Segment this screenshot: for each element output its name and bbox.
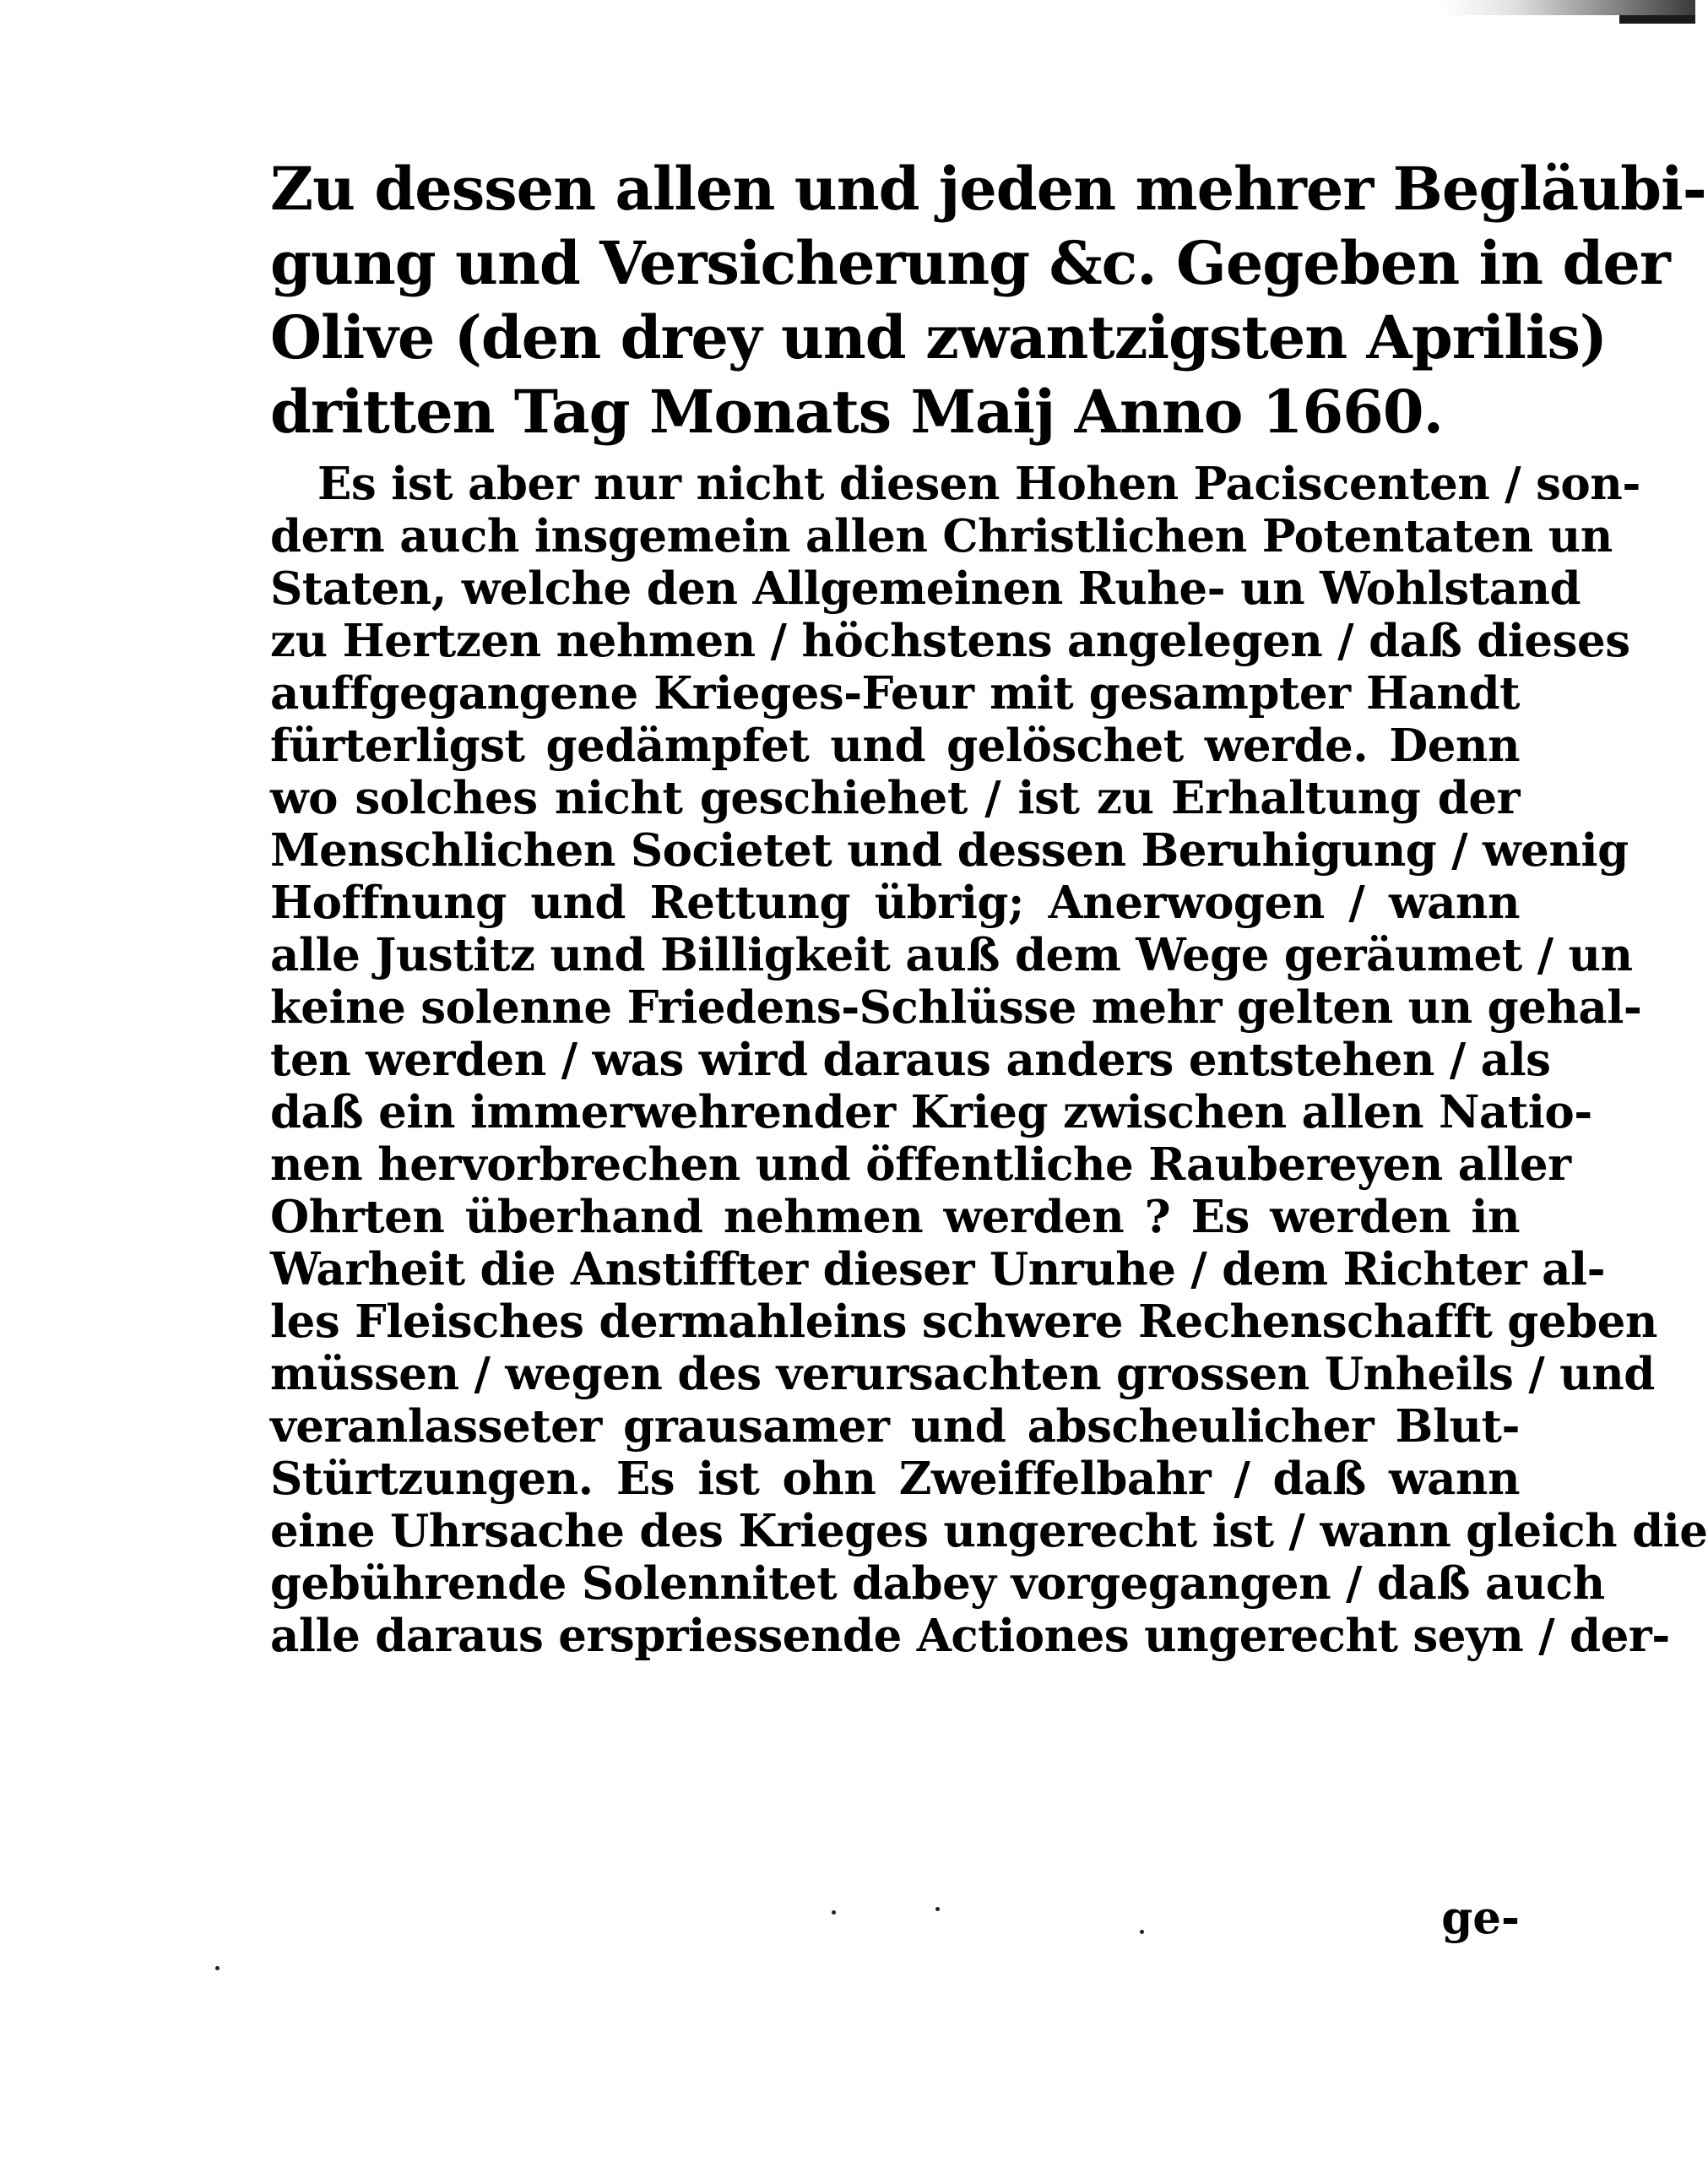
heading-line: dritten Tag Monats Maij Anno 1660. [270, 377, 1443, 447]
body-line: daß ein immerwehrender Krieg zwischen allen Natio- [270, 1086, 1592, 1138]
body-line: alle Justitz und Billigkeit auß dem Wege geräumet / un [270, 929, 1633, 981]
body-line: Es ist aber nur nicht diesen Hohen Paciscenten / son- [317, 458, 1640, 510]
heading-line: Zu dessen allen und jeden mehrer Begläubi- [270, 154, 1706, 224]
print-speck [1140, 1930, 1144, 1934]
print-speck [215, 1966, 220, 1970]
scan-edge-mark [1442, 0, 1695, 15]
body-line: Stürtzungen. Es ist ohn Zweiffelbahr / daß wann [270, 1453, 1520, 1505]
body-line: eine Uhrsache des Krieges ungerecht ist / wann gleich die [270, 1505, 1708, 1557]
catchword: ge- [1441, 1892, 1520, 1944]
body-line: Warheit die Anstiffter dieser Unruhe / dem Richter al- [270, 1243, 1606, 1296]
print-speck [832, 1910, 836, 1915]
body-line: fürterligst gedämpfet und gelöschet werde. Denn [270, 720, 1520, 772]
body-line: ten werden / was wird daraus anders entstehen / als [270, 1034, 1551, 1086]
body-line: Menschlichen Societet und dessen Beruhigung / wenig [270, 824, 1629, 877]
body-line: les Fleisches dermahleins schwere Rechenschafft geben [270, 1296, 1657, 1348]
text-block [270, 152, 1708, 1662]
body-line: müssen / wegen des verursachten grossen Unheils / und [270, 1348, 1655, 1400]
body-line: Hoffnung und Rettung übrig; Anerwogen / wann [270, 877, 1520, 929]
body-paragraph [270, 458, 1708, 1662]
body-line: gebührende Solennitet dabey vorgegangen / daß auch [270, 1557, 1605, 1610]
heading-line: gung und Versicherung &c. Gegeben in der [270, 228, 1670, 298]
body-line: Staten, welche den Allgemeinen Ruhe- un Wohlstand [270, 562, 1581, 615]
print-speck [935, 1907, 940, 1911]
heading-paragraph [270, 152, 1706, 449]
heading-line: Olive (den drey und zwantzigsten Aprilis) [270, 302, 1607, 372]
body-line: alle daraus erspriessende Actiones ungerecht seyn / der- [270, 1610, 1670, 1662]
body-line: zu Hertzen nehmen / höchstens angelegen / daß dieses [270, 615, 1630, 667]
body-line: Ohrten überhand nehmen werden ? Es werden in [270, 1191, 1520, 1243]
body-line: auffgegangene Krieges-Feur mit gesampter Handt [270, 667, 1520, 720]
body-line: veranlasseter grausamer und abscheulicher Blut- [270, 1400, 1520, 1453]
body-line: dern auch insgemein allen Christlichen Potentaten un [270, 510, 1613, 562]
body-line: nen hervorbrechen und öffentliche Raubereyen aller [270, 1138, 1571, 1191]
body-line: keine solenne Friedens-Schlüsse mehr gelten un gehal- [270, 981, 1642, 1034]
scan-edge-mark-dark [1619, 15, 1695, 24]
body-line: wo solches nicht geschiehet / ist zu Erhaltung der [270, 772, 1520, 824]
